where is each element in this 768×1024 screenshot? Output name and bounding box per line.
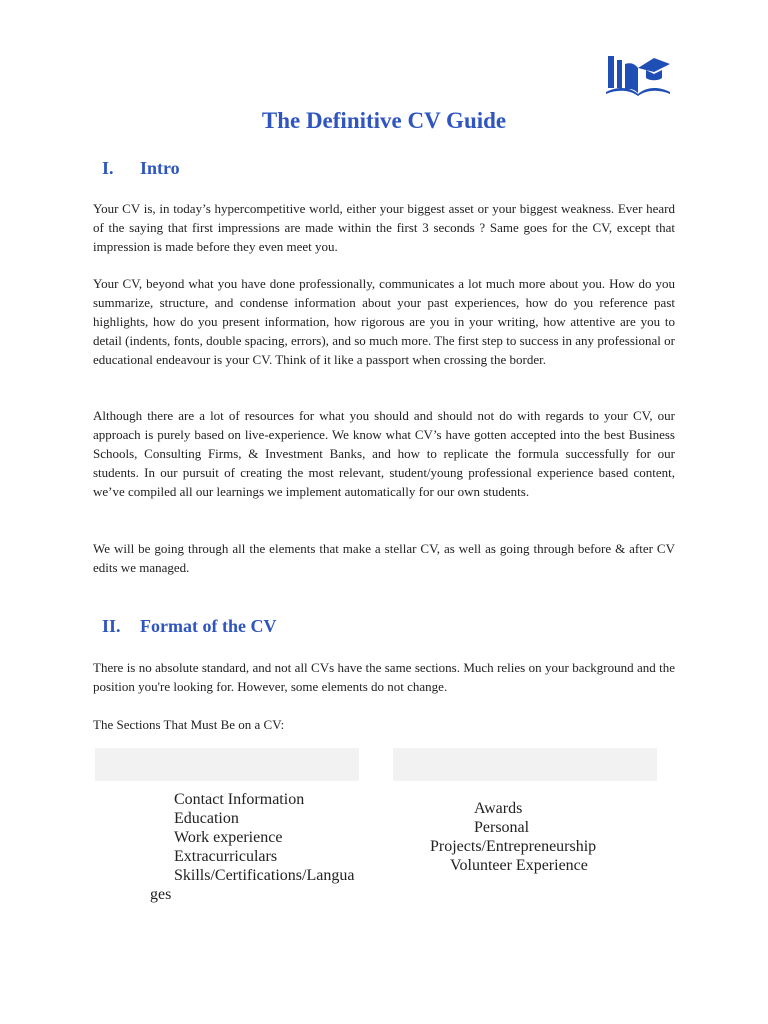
section-number: I.: [102, 158, 114, 178]
intro-paragraph-1: Your CV is, in today’s hypercompetitive world, either your biggest asset or your biggest weakness. Ever heard of the saying that first impressions are made within the first 3 seconds ? Same goes for the CV, except that impression is made before they even meet you.: [93, 201, 675, 254]
intro-paragraph-2: Your CV, beyond what you have done professionally, communicates a lot much more about you. How do you summarize, structure, and condense information about your past experiences, how do you reference past highlights, how do you present information, how rigorous are you in your writing, how attentive are you to detail (indents, fonts, double spacing, errors), and so much more. The first step to success in any professional or educational endeavour is your CV. Think of it like a passport when crossing the border.: [93, 276, 675, 367]
list-item: Work experience: [174, 829, 283, 846]
section-title: Format of the CV: [140, 616, 277, 636]
document-title: The Definitive CV Guide: [261, 108, 507, 133]
list-item: Extracurriculars: [174, 848, 278, 865]
list-item: Volunteer Experience: [450, 857, 588, 874]
list-item: Contact Information: [174, 791, 305, 808]
book-graduation-cap-icon: [604, 50, 672, 98]
list-item: Education: [174, 810, 239, 827]
right-column-header-box: [393, 748, 657, 781]
section-number: II.: [102, 616, 121, 636]
section-heading-format: [102, 615, 276, 637]
required-sections-list-right: [430, 799, 670, 875]
list-item: Personal: [474, 819, 530, 836]
format-paragraph-1: There is no absolute standard, and not all CVs have the same sections. Much relies on your background and the position you're looking for. However, some elements do not change.: [93, 660, 675, 694]
sections-label: The Sections That Must Be on a CV:: [93, 717, 285, 732]
list-item: Awards: [474, 800, 523, 817]
list-item: Skills/Certifications/Languages: [150, 867, 355, 903]
section-heading-intro: [102, 157, 180, 179]
list-item: Projects/Entrepreneurship: [430, 838, 597, 855]
intro-paragraph-4: We will be going through all the elements that make a stellar CV, as well as going through before & after CV edits we managed.: [93, 541, 675, 575]
intro-paragraph-3: Although there are a lot of resources for what you should and should not do with regards to your CV, our approach is purely based on live-experience. We know what CV’s have gotten accepted into the best Business Schools, Consulting Firms, & Investment Banks, and how to replicate the formula successfully for our students. In our pursuit of creating the most relevant, student/young professional experience based content, we’ve compiled all our learnings we implement automatically for our own students.: [93, 408, 675, 499]
left-column-header-box: [95, 748, 359, 781]
section-title: Intro: [140, 158, 180, 178]
required-sections-list-left: [150, 790, 358, 904]
